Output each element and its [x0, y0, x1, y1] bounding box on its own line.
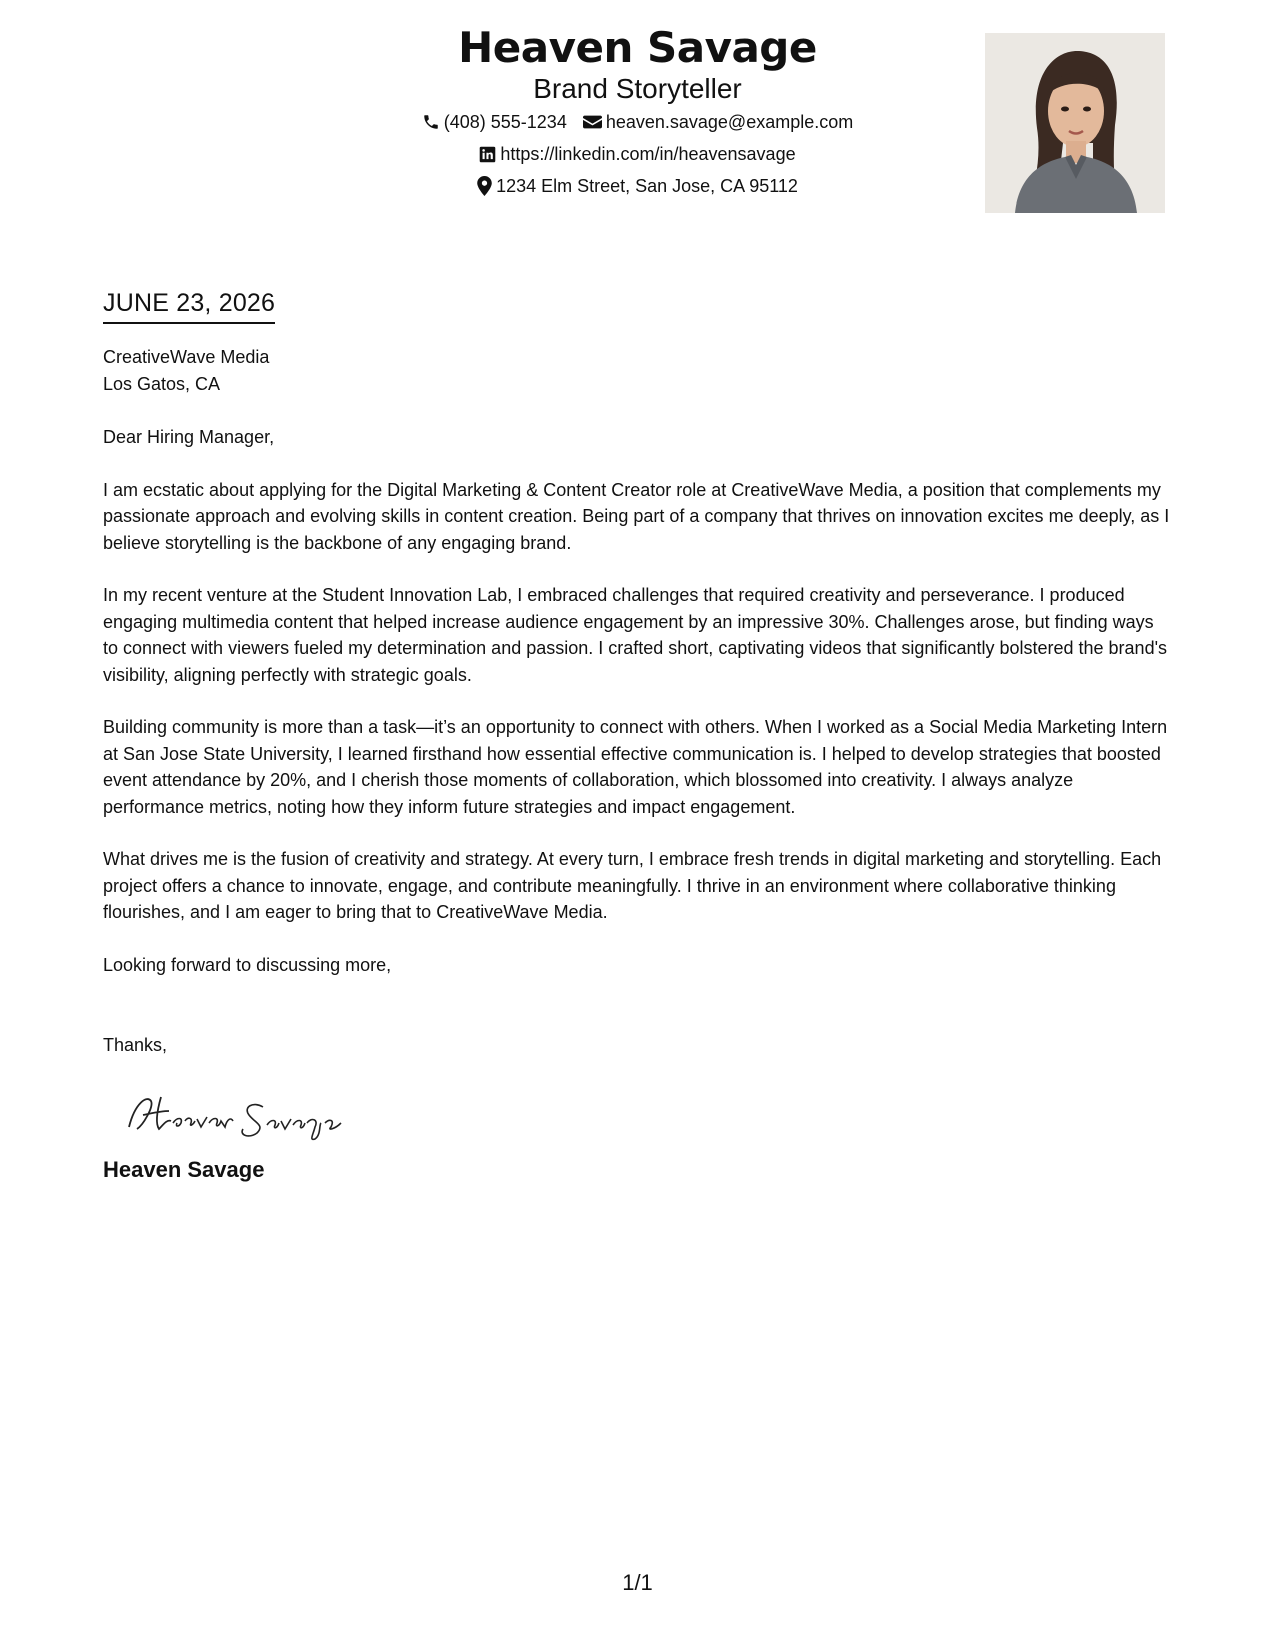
linkedin-icon [479, 146, 496, 163]
email-text[interactable]: heaven.savage@example.com [605, 112, 854, 132]
recipient-location: Los Gatos, CA [103, 374, 221, 394]
address-text: 1234 Elm Street, San Jose, CA 95112 [496, 176, 798, 196]
page-number: 1/1 [622, 1570, 653, 1595]
recipient-company: CreativeWave Media [103, 347, 270, 367]
profile-photo [985, 33, 1165, 213]
thanks-line: Thanks, [103, 1035, 168, 1055]
linkedin-contact[interactable] [479, 138, 795, 170]
map-pin-icon [477, 176, 492, 196]
closing-line: Looking forward to discussing more, [103, 954, 392, 975]
salutation: Dear Hiring Manager, [103, 427, 275, 447]
recipient-block [103, 344, 1173, 398]
applicant-name: Heaven Savage [458, 23, 817, 72]
signed-name: Heaven Savage [103, 1156, 265, 1182]
email-contact[interactable] [583, 106, 853, 138]
portrait-image [985, 33, 1165, 213]
body-paragraph-1: I am ecstatic about applying for the Digital Marketing & Content Creator role at CreativeWave Media, a position that complements my passionate approach and evolving skills in content creation. Being part of a company that thrives on innovation excites me deeply, as I believe storytelling is the backbone of any engaging brand. [103, 479, 1170, 553]
phone-icon [422, 113, 440, 131]
phone-contact [422, 106, 567, 138]
address-contact [477, 170, 798, 202]
applicant-title: Brand Storyteller [533, 73, 742, 104]
linkedin-text[interactable]: https://linkedin.com/in/heavensavage [500, 144, 796, 164]
body-paragraph-4: What drives me is the fusion of creativity and strategy. At every turn, I embrace fresh trends in digital marketing and storytelling. Each project offers a chance to innovate, engage, and contribute meaningfully. I thrive in an environment where collaborative thinking flourishes, and I am eager to bring that to CreativeWave Media. [103, 849, 1162, 922]
body-paragraph-3: Building community is more than a task—it’s an opportunity to connect with others. When I worked as a Social Media Marketing Intern at San Jose State University, I learned firsthand how essential effective communication is. I helped to develop strategies that boosted event attendance by 20%, and I cherish those moments of collaboration, which blossomed into creativity. I always analyze performance metrics, noting how they inform future strategies and impact engagement. [103, 717, 1168, 817]
envelope-icon [583, 114, 602, 130]
signature-image [121, 1085, 361, 1145]
handwritten-signature [121, 1085, 1173, 1145]
letter-body [103, 286, 1173, 1185]
body-paragraph-2: In my recent venture at the Student Innovation Lab, I embraced challenges that required creativity and perseverance. I produced engaging multimedia content that helped increase audience engagement by an impressive 30%. Challenges arose, but finding ways to connect with viewers fueled my determination and passion. I crafted short, captivating videos that significantly bolstered the brand's visibility, aligning perfectly with strategic goals. [103, 585, 1168, 685]
letter-date: JUNE 23, 2026 [103, 286, 275, 324]
phone-text: (408) 555-1234 [443, 112, 567, 132]
